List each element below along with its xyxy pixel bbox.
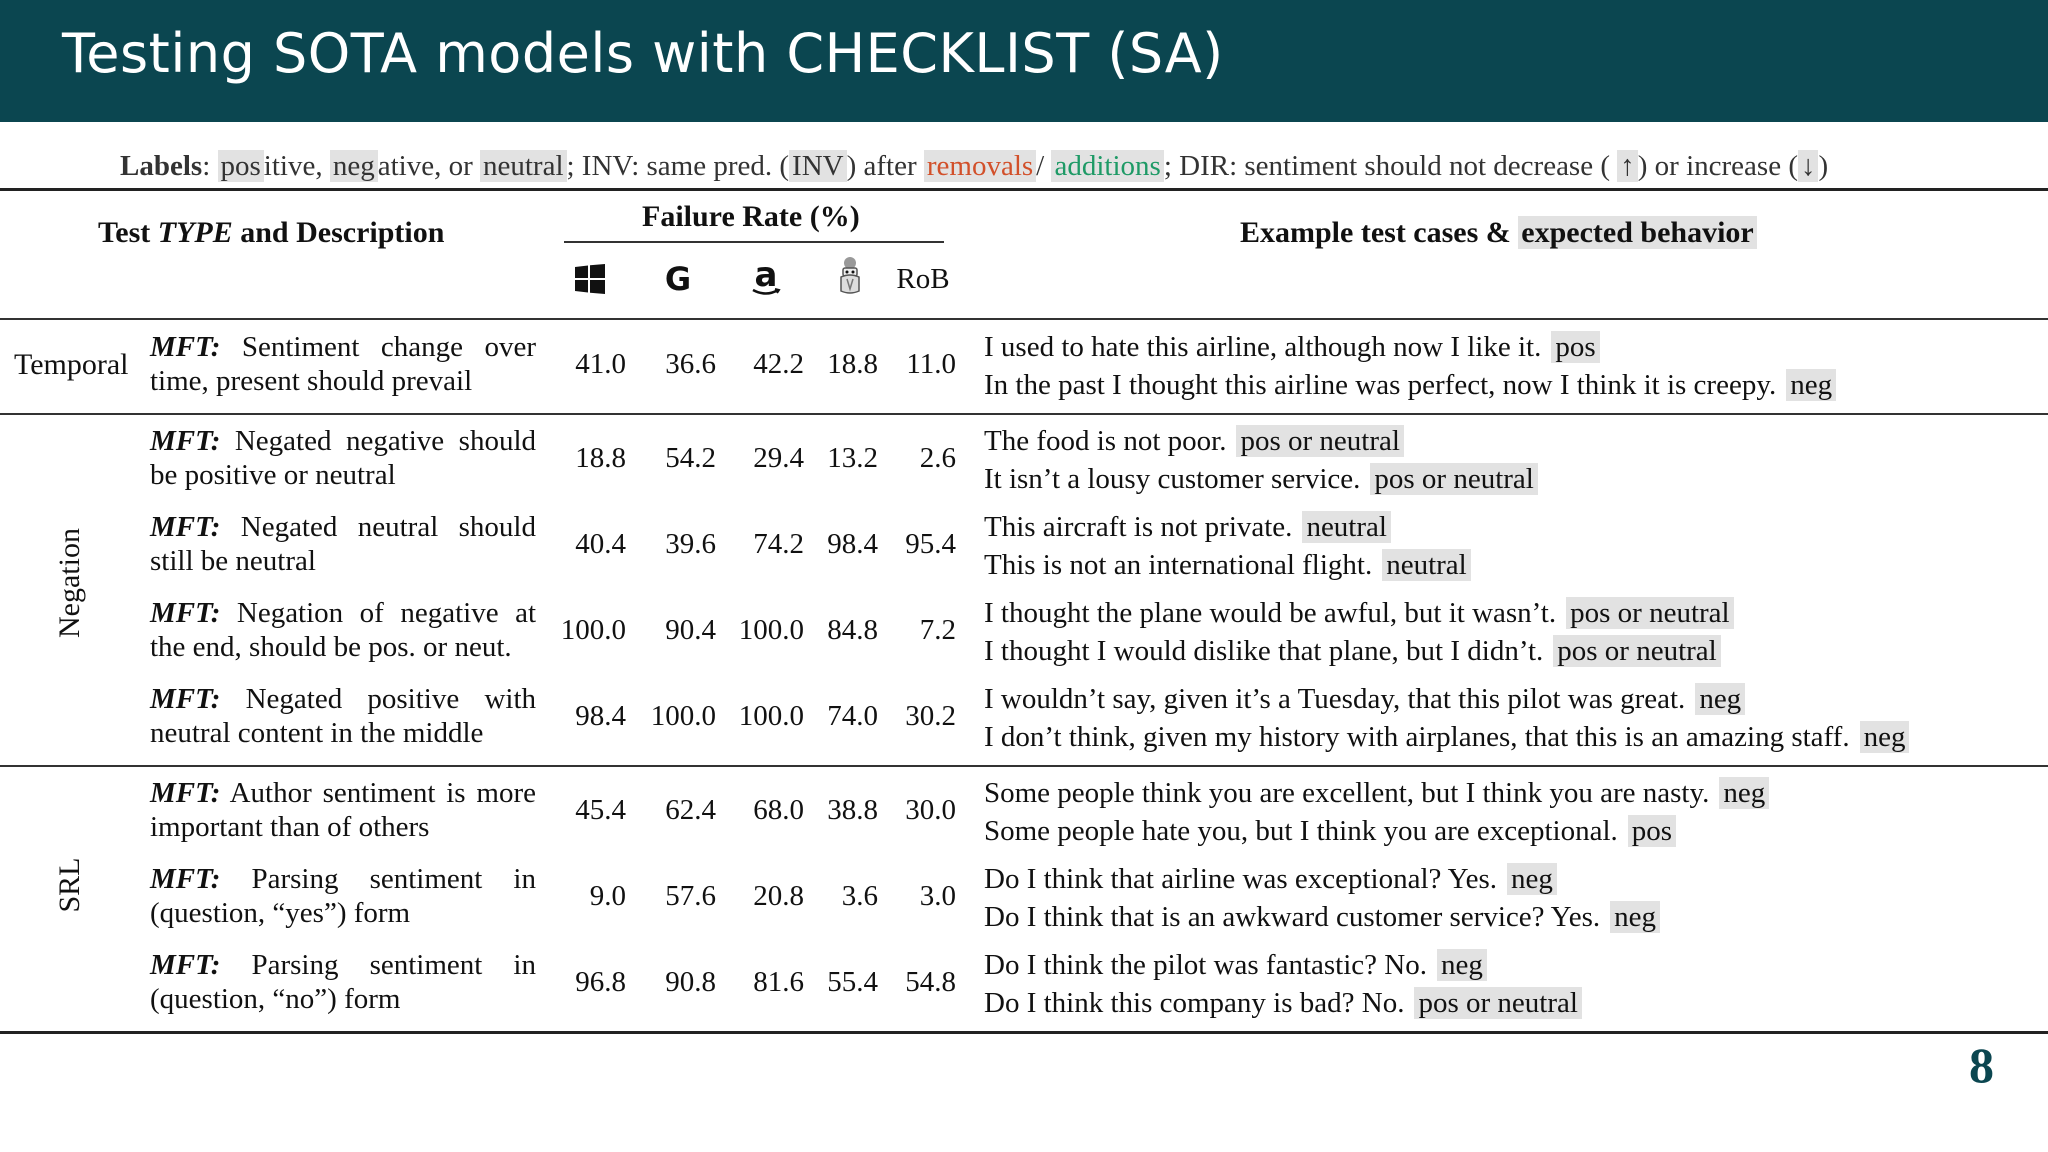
category-temporal: Temporal	[14, 348, 129, 381]
example-line	[984, 422, 1538, 460]
legend-mid: ) or increase (	[1637, 150, 1798, 182]
amazon-smile-icon	[751, 288, 781, 296]
legend-dir-text: ; DIR: sentiment should not decrease (	[1163, 150, 1611, 182]
description-line-1	[150, 424, 536, 458]
failure-rate-cell: 39.6	[665, 528, 716, 560]
expected-label: pos	[1551, 331, 1599, 363]
expected-label: neg	[1695, 683, 1745, 715]
test-type-label: MFT:	[150, 425, 221, 457]
failure-rate-cell: 41.0	[575, 348, 626, 380]
legend-after: ) after	[846, 150, 917, 182]
example-sentence: I thought the plane would be awful, but it wasn’t.	[984, 597, 1557, 629]
failure-rate-cell: 54.8	[905, 966, 956, 998]
expected-label: neutral	[1382, 549, 1471, 581]
example-cases	[984, 860, 1660, 936]
slide-title: Testing SOTA models with CHECKLIST (SA)	[62, 22, 1224, 85]
example-sentence: Some people hate you, but I think you are exceptional.	[984, 815, 1618, 847]
example-sentence: I thought I would dislike that plane, but I didn’t.	[984, 635, 1544, 667]
expected-label: pos or neutral	[1236, 425, 1403, 457]
description-line-2: neutral content in the middle	[150, 717, 484, 749]
legend-colon: :	[202, 150, 211, 182]
down-arrow-icon: ↓	[1798, 150, 1819, 182]
example-sentence: This is not an international flight.	[984, 549, 1373, 581]
legend-inv-text: ; INV: same pred. (	[566, 150, 790, 182]
amazon-letter: a	[754, 255, 778, 295]
table-bottom-rule	[0, 1031, 2048, 1034]
description-line-2: the end, should be pos. or neut.	[150, 631, 512, 663]
expected-label: neg	[1507, 863, 1557, 895]
failure-rate-cell: 84.8	[827, 614, 878, 646]
test-type-label: MFT:	[150, 331, 221, 363]
description-line-2: be positive or neutral	[150, 459, 396, 491]
description-line-1	[150, 510, 536, 544]
description-text-1: Sentiment change over	[241, 331, 536, 363]
failure-rate-cell: 42.2	[753, 348, 804, 380]
legend-additions: additions	[1051, 150, 1163, 182]
roberta-label: RoB	[896, 262, 950, 295]
legend-removals: removals	[924, 150, 1036, 182]
example-sentence: Some people think you are excellent, but I think you are nasty.	[984, 777, 1710, 809]
description-text-1: Negation of negative at	[236, 597, 537, 629]
header-failure-rate: Failure Rate (%)	[642, 200, 860, 233]
labels-legend	[120, 150, 1828, 183]
failure-rate-cell: 74.2	[753, 528, 804, 560]
failure-rate-cell: 62.4	[665, 794, 716, 826]
example-cases	[984, 508, 1471, 584]
failure-rate-cell: 18.8	[827, 348, 878, 380]
example-sentence: In the past I thought this airline was perfect, now I think it is creepy.	[984, 369, 1777, 401]
expected-label: pos or neutral	[1370, 463, 1537, 495]
failure-rate-cell: 18.8	[575, 442, 626, 474]
failure-rate-cell: 98.4	[827, 528, 878, 560]
legend-neg-highlight: neg	[330, 150, 378, 182]
legend-pos-highlight: pos	[218, 150, 264, 182]
temporal-bottom-rule	[0, 413, 2048, 415]
legend-end: )	[1818, 150, 1829, 182]
google-logo-icon: G	[664, 260, 692, 298]
example-sentence: Do I think that is an awkward customer service? Yes.	[984, 901, 1601, 933]
failure-rate-cell: 55.4	[827, 966, 878, 998]
header-test-type-em: TYPE	[157, 216, 233, 249]
failure-rate-cell: 100.0	[738, 700, 804, 732]
failure-rate-rule	[564, 241, 944, 243]
test-type-label: MFT:	[150, 777, 221, 809]
example-sentence: I wouldn’t say, given it’s a Tuesday, that this pilot was great.	[984, 683, 1686, 715]
expected-label: neg	[1437, 949, 1487, 981]
description-line-2: still be neutral	[150, 545, 316, 577]
microsoft-logo-icon	[572, 262, 608, 296]
example-line	[984, 366, 1836, 404]
example-line	[984, 632, 1734, 670]
row-description	[150, 510, 536, 578]
test-type-label: MFT:	[150, 683, 221, 715]
up-arrow-icon: ↑	[1617, 150, 1638, 182]
failure-rate-cell: 81.6	[753, 966, 804, 998]
failure-rate-cell: 90.8	[665, 966, 716, 998]
expected-label: neg	[1786, 369, 1836, 401]
legend-neg-rest: ative, or	[377, 150, 473, 182]
header-examples	[1240, 216, 1757, 250]
example-sentence: Do I think that airline was exceptional? Yes.	[984, 863, 1498, 895]
expected-label: pos	[1628, 815, 1676, 847]
example-line	[984, 812, 1769, 850]
failure-rate-cell: 40.4	[575, 528, 626, 560]
description-text-1: Negated positive with	[245, 683, 536, 715]
example-cases	[984, 328, 1836, 404]
description-text-1: Author sentiment is more	[229, 777, 536, 809]
expected-label: pos or neutral	[1553, 635, 1720, 667]
legend-pos-rest: itive,	[263, 150, 323, 182]
row-description	[150, 330, 536, 398]
example-sentence: The food is not poor.	[984, 425, 1227, 457]
failure-rate-cell: 100.0	[560, 614, 626, 646]
header-test-pre: Test	[98, 216, 151, 249]
example-line	[984, 546, 1471, 584]
example-sentence: It isn’t a lousy customer service.	[984, 463, 1361, 495]
header-examples-pre: Example test cases &	[1240, 216, 1511, 249]
failure-rate-cell: 29.4	[753, 442, 804, 474]
failure-rate-cell: 11.0	[906, 348, 956, 380]
test-type-label: MFT:	[150, 863, 221, 895]
expected-label: pos or neutral	[1414, 987, 1581, 1019]
example-line	[984, 860, 1660, 898]
description-text-1: Parsing sentiment in	[251, 949, 536, 981]
failure-rate-cell: 2.6	[919, 442, 956, 474]
failure-rate-cell: 90.4	[665, 614, 716, 646]
failure-rate-cell: 98.4	[575, 700, 626, 732]
example-cases	[984, 680, 1909, 756]
example-line	[984, 774, 1769, 812]
expected-label: neg	[1860, 721, 1910, 753]
description-line-1	[150, 776, 536, 810]
example-sentence: Do I think this company is bad? No.	[984, 987, 1405, 1019]
amazon-logo-icon	[748, 255, 784, 296]
row-description	[150, 682, 536, 750]
example-sentence: Do I think the pilot was fantastic? No.	[984, 949, 1427, 981]
description-line-2: important than of others	[150, 811, 430, 843]
description-text-1: Negated negative should	[234, 425, 536, 457]
description-line-2: (question, “no”) form	[150, 983, 401, 1015]
example-cases	[984, 422, 1538, 498]
test-type-label: MFT:	[150, 949, 221, 981]
example-line	[984, 328, 1836, 366]
row-description	[150, 776, 536, 844]
bert-figure-icon	[832, 254, 868, 298]
legend-prefix: Labels	[120, 150, 203, 182]
description-line-1	[150, 682, 536, 716]
expected-label: neutral	[1302, 511, 1391, 543]
slide-header	[0, 0, 2048, 122]
example-sentence: This aircraft is not private.	[984, 511, 1293, 543]
example-line	[984, 680, 1909, 718]
failure-rate-cell: 30.0	[905, 794, 956, 826]
category-negation: Negation	[53, 528, 86, 638]
header-bottom-rule	[0, 318, 2048, 320]
row-description	[150, 948, 536, 1016]
example-sentence: I used to hate this airline, although now I like it.	[984, 331, 1542, 363]
example-line	[984, 718, 1909, 756]
legend-neutral-highlight: neutral	[480, 150, 567, 182]
example-line	[984, 460, 1538, 498]
category-srl: SRL	[53, 857, 86, 913]
failure-rate-cell: 100.0	[738, 614, 804, 646]
table-top-rule	[0, 188, 2048, 191]
description-text-1: Parsing sentiment in	[251, 863, 536, 895]
example-line	[984, 946, 1582, 984]
description-line-1	[150, 596, 536, 630]
failure-rate-cell: 100.0	[650, 700, 716, 732]
row-description	[150, 424, 536, 492]
description-text-1: Negated neutral should	[240, 511, 536, 543]
description-line-2: (question, “yes”) form	[150, 897, 411, 929]
failure-rate-cell: 45.4	[575, 794, 626, 826]
header-test-type	[98, 216, 444, 250]
description-line-1	[150, 948, 536, 982]
example-cases	[984, 774, 1769, 850]
failure-rate-cell: 54.2	[665, 442, 716, 474]
expected-label: pos or neutral	[1566, 597, 1733, 629]
row-description	[150, 862, 536, 930]
failure-rate-cell: 20.8	[753, 880, 804, 912]
negation-bottom-rule	[0, 765, 2048, 767]
failure-rate-cell: 7.2	[919, 614, 956, 646]
example-line	[984, 898, 1660, 936]
page-number: 8	[1969, 1037, 1994, 1093]
description-line-2: time, present should prevail	[150, 365, 473, 397]
example-cases	[984, 594, 1734, 670]
example-line	[984, 984, 1582, 1022]
failure-rate-cell: 96.8	[575, 966, 626, 998]
failure-rate-cell: 57.6	[665, 880, 716, 912]
header-test-post: and Description	[240, 216, 445, 249]
example-line	[984, 594, 1734, 632]
example-line	[984, 508, 1471, 546]
failure-rate-cell: 38.8	[827, 794, 878, 826]
header-expected-behavior: expected behavior	[1518, 216, 1756, 249]
legend-slash: /	[1036, 150, 1045, 182]
description-line-1	[150, 330, 536, 364]
failure-rate-cell: 30.2	[905, 700, 956, 732]
failure-rate-cell: 13.2	[827, 442, 878, 474]
failure-rate-cell: 68.0	[753, 794, 804, 826]
failure-rate-cell: 36.6	[665, 348, 716, 380]
example-cases	[984, 946, 1582, 1022]
test-type-label: MFT:	[150, 597, 221, 629]
failure-rate-cell: 3.6	[841, 880, 878, 912]
row-description	[150, 596, 536, 664]
failure-rate-cell: 3.0	[919, 880, 956, 912]
failure-rate-cell: 74.0	[827, 700, 878, 732]
expected-label: neg	[1719, 777, 1769, 809]
test-type-label: MFT:	[150, 511, 221, 543]
failure-rate-cell: 95.4	[905, 528, 956, 560]
example-sentence: I don’t think, given my history with airplanes, that this is an amazing staff.	[984, 721, 1850, 753]
description-line-1	[150, 862, 536, 896]
legend-inv-highlight: INV	[789, 150, 847, 182]
failure-rate-cell: 9.0	[589, 880, 626, 912]
expected-label: neg	[1610, 901, 1660, 933]
